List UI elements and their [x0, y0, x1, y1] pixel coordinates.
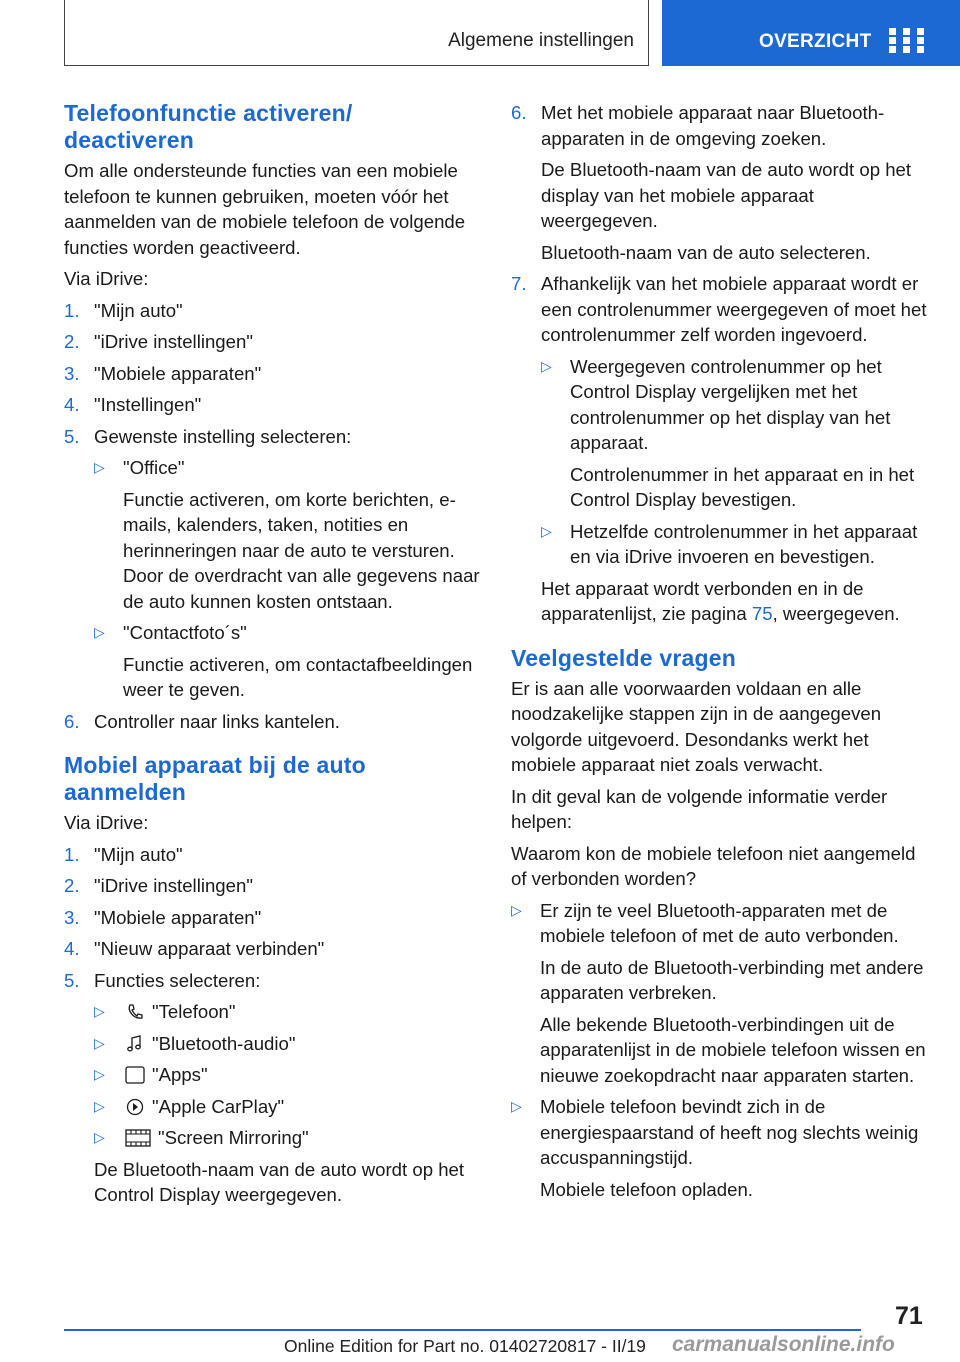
option-contactfotos	[94, 620, 482, 703]
triangle-bullet-icon: ▷	[511, 1098, 522, 1114]
header-section-title: Algemene instellingen	[448, 30, 634, 51]
intro-text: Om alle ondersteunde functies van een mobiele telefoon te kunnen gebruiken, moeten vóór het aanmelden van de mobiele telefoon de volgende functies worden geactiveerd.	[64, 160, 466, 258]
list-item	[511, 271, 931, 627]
step-text: Gewenste instelling selecteren:	[94, 425, 352, 447]
sub-item	[541, 354, 931, 513]
option-office-desc: Functie activeren, om korte berichten, e-mails, kalenders, taken, notities en herinneringen naar de auto te versturen. Door de overdracht van alle gegevens naar de auto kunnen kosten ontstaan.	[123, 488, 480, 612]
function-screen-mirroring	[94, 1125, 482, 1151]
list-item	[64, 873, 482, 899]
faq-remedy: Mobiele telefoon opladen.	[540, 1178, 753, 1200]
step-text: "Instellingen"	[94, 394, 202, 415]
page-link[interactable]: 75	[751, 603, 773, 624]
step-text: "iDrive instellingen"	[94, 875, 253, 896]
connected-text-pre: Het apparaat wordt verbonden en in de apparatenlijst, zie pagina	[541, 577, 864, 624]
faq-cause	[511, 898, 931, 1089]
step-number: 4.	[64, 938, 80, 959]
watermark: carmanualsonline.info	[672, 1333, 895, 1356]
overview-label: OVERZICHT	[759, 31, 872, 52]
function-bluetooth-audio	[94, 1031, 482, 1057]
option-office	[94, 455, 482, 614]
list-item	[511, 100, 931, 265]
function-label: "Screen Mirroring"	[158, 1127, 309, 1148]
triangle-bullet-icon: ▷	[94, 1034, 105, 1051]
triangle-bullet-icon: ▷	[94, 1066, 105, 1082]
step-number: 1.	[64, 299, 80, 321]
step-text: "Nieuw apparaat verbinden"	[94, 938, 325, 959]
triangle-bullet-icon: ▷	[94, 1003, 105, 1019]
phone-icon	[125, 1003, 145, 1021]
faq-remedy: In de auto de Bluetooth-verbinding met andere apparaten verbreken.	[540, 956, 924, 1003]
via-idrive-label: Via iDrive:	[64, 812, 149, 833]
bluetooth-name-note: De Bluetooth-naam van de auto wordt op het Control Display weergegeven.	[94, 1158, 465, 1205]
list-item	[64, 842, 482, 868]
screen-mirroring-icon	[125, 1129, 151, 1147]
list-item	[64, 298, 482, 324]
step-number: 2.	[64, 331, 80, 352]
connected-text-post: , weergegeven.	[772, 603, 900, 624]
right-column	[511, 100, 931, 1208]
footer-divider	[64, 1329, 861, 1331]
header-section-tab[interactable]	[64, 0, 649, 66]
function-label: "Telefoon"	[152, 1001, 236, 1022]
function-label: "Bluetooth-audio"	[152, 1032, 296, 1054]
function-apple-carplay	[94, 1094, 482, 1120]
heading-veelgestelde-vragen: Veelgestelde vragen	[511, 644, 736, 671]
list-item	[64, 329, 482, 355]
page-number: 71	[895, 1302, 923, 1330]
footer-edition: Online Edition for Part no. 01402720817 - II/19	[284, 1336, 646, 1356]
step-number: 5.	[64, 425, 80, 447]
heading-mobiel-apparaat: Mobiel apparaat bij de auto aanmelden	[64, 752, 366, 805]
connected-note	[541, 576, 931, 627]
triangle-bullet-icon: ▷	[541, 357, 552, 374]
carplay-icon	[125, 1098, 145, 1116]
via-idrive-label: Via iDrive:	[64, 268, 149, 289]
triangle-bullet-icon: ▷	[94, 459, 105, 475]
step-text: Afhankelijk van het mobiele apparaat wordt er een controlenummer weergegeven of moet het controlenummer zelf worden ingevoerd.	[541, 273, 927, 345]
step-number: 5.	[64, 969, 80, 991]
triangle-bullet-icon: ▷	[94, 1097, 105, 1114]
faq-intro: Er is aan alle voorwaarden voldaan en alle noodzakelijke stappen zijn in de aangegeven volgorde uitgevoerd. Desondanks werkt het mobiele apparaat niet zoals verwacht.	[511, 677, 882, 775]
function-label: "Apple CarPlay"	[152, 1095, 285, 1117]
step-text: "Mijn auto"	[94, 843, 183, 865]
step-number: 3.	[64, 906, 80, 928]
faq-paragraph: In dit geval kan de volgende informatie verder helpen:	[511, 785, 888, 832]
faq-cause	[511, 1094, 931, 1202]
step-paragraph: Bluetooth-naam van de auto selecteren.	[541, 241, 871, 263]
left-column	[64, 100, 482, 1214]
overview-button[interactable]	[662, 0, 960, 66]
list-item	[64, 936, 482, 962]
heading-telefoonfunctie: Telefoonfunctie activeren/ deactiveren	[64, 100, 353, 153]
music-note-icon	[125, 1035, 145, 1053]
sub-item-text: Weergegeven controlenummer op het Control Display vergelijken met het controlenummer op het display van het apparaat.	[570, 355, 891, 453]
triangle-bullet-icon: ▷	[94, 1129, 105, 1145]
step-text: Met het mobiele apparaat naar Bluetooth-apparaten in de omgeving zoeken.	[541, 102, 885, 149]
step-text: "Mobiele apparaten"	[94, 362, 262, 384]
sub-item-text: Hetzelfde controlenummer in het apparaat en via iDrive invoeren en bevestigen.	[570, 520, 918, 567]
sub-item-paragraph: Controlenummer in het apparaat en in het Control Display bevestigen.	[570, 463, 915, 510]
step-text: "iDrive instellingen"	[94, 331, 253, 352]
apps-icon	[125, 1066, 145, 1084]
step-number: 1.	[64, 843, 80, 865]
list-item	[64, 392, 482, 418]
step-number: 4.	[64, 394, 80, 415]
step-number: 6.	[64, 710, 80, 732]
step-number: 6.	[511, 102, 527, 123]
grid-menu-icon	[889, 28, 924, 54]
step-text: "Mobiele apparaten"	[94, 906, 262, 928]
step-number: 7.	[511, 273, 527, 294]
faq-question: Waarom kon de mobiele telefoon niet aangemeld of verbonden worden?	[511, 842, 916, 889]
step-number: 2.	[64, 875, 80, 896]
option-contact-label: "Contactfoto´s"	[123, 622, 247, 643]
step-number: 3.	[64, 362, 80, 384]
list-item	[64, 968, 482, 1208]
list-item	[64, 424, 482, 703]
list-item	[64, 361, 482, 387]
list-item	[64, 709, 482, 735]
triangle-bullet-icon: ▷	[541, 522, 552, 539]
triangle-bullet-icon: ▷	[511, 901, 522, 918]
faq-cause-text: Er zijn te veel Bluetooth-apparaten met de mobiele telefoon of met de auto verbonden.	[540, 899, 899, 946]
option-contact-desc: Functie activeren, om contactafbeeldingen weer te geven.	[123, 653, 473, 700]
faq-cause-text: Mobiele telefoon bevindt zich in de energiespaarstand of heeft nog slechts weinig accuspanningstijd.	[540, 1096, 919, 1168]
function-apps	[94, 1062, 482, 1088]
triangle-bullet-icon: ▷	[94, 624, 105, 640]
step-paragraph: De Bluetooth-naam van de auto wordt op het display van het mobiele apparaat weergegeven.	[541, 159, 912, 231]
function-label: "Apps"	[152, 1064, 208, 1085]
list-item	[64, 905, 482, 931]
sub-item	[541, 519, 931, 570]
step-text: Functies selecteren:	[94, 969, 261, 991]
option-office-label: "Office"	[123, 457, 185, 478]
step-text: Controller naar links kantelen.	[94, 710, 340, 732]
function-telefoon	[94, 999, 482, 1025]
faq-remedy: Alle bekende Bluetooth-verbindingen uit de apparatenlijst in de mobiele telefoon wissen en nieuwe zoekopdracht naar apparaten starten.	[540, 1013, 926, 1086]
step-text: "Mijn auto"	[94, 299, 183, 321]
